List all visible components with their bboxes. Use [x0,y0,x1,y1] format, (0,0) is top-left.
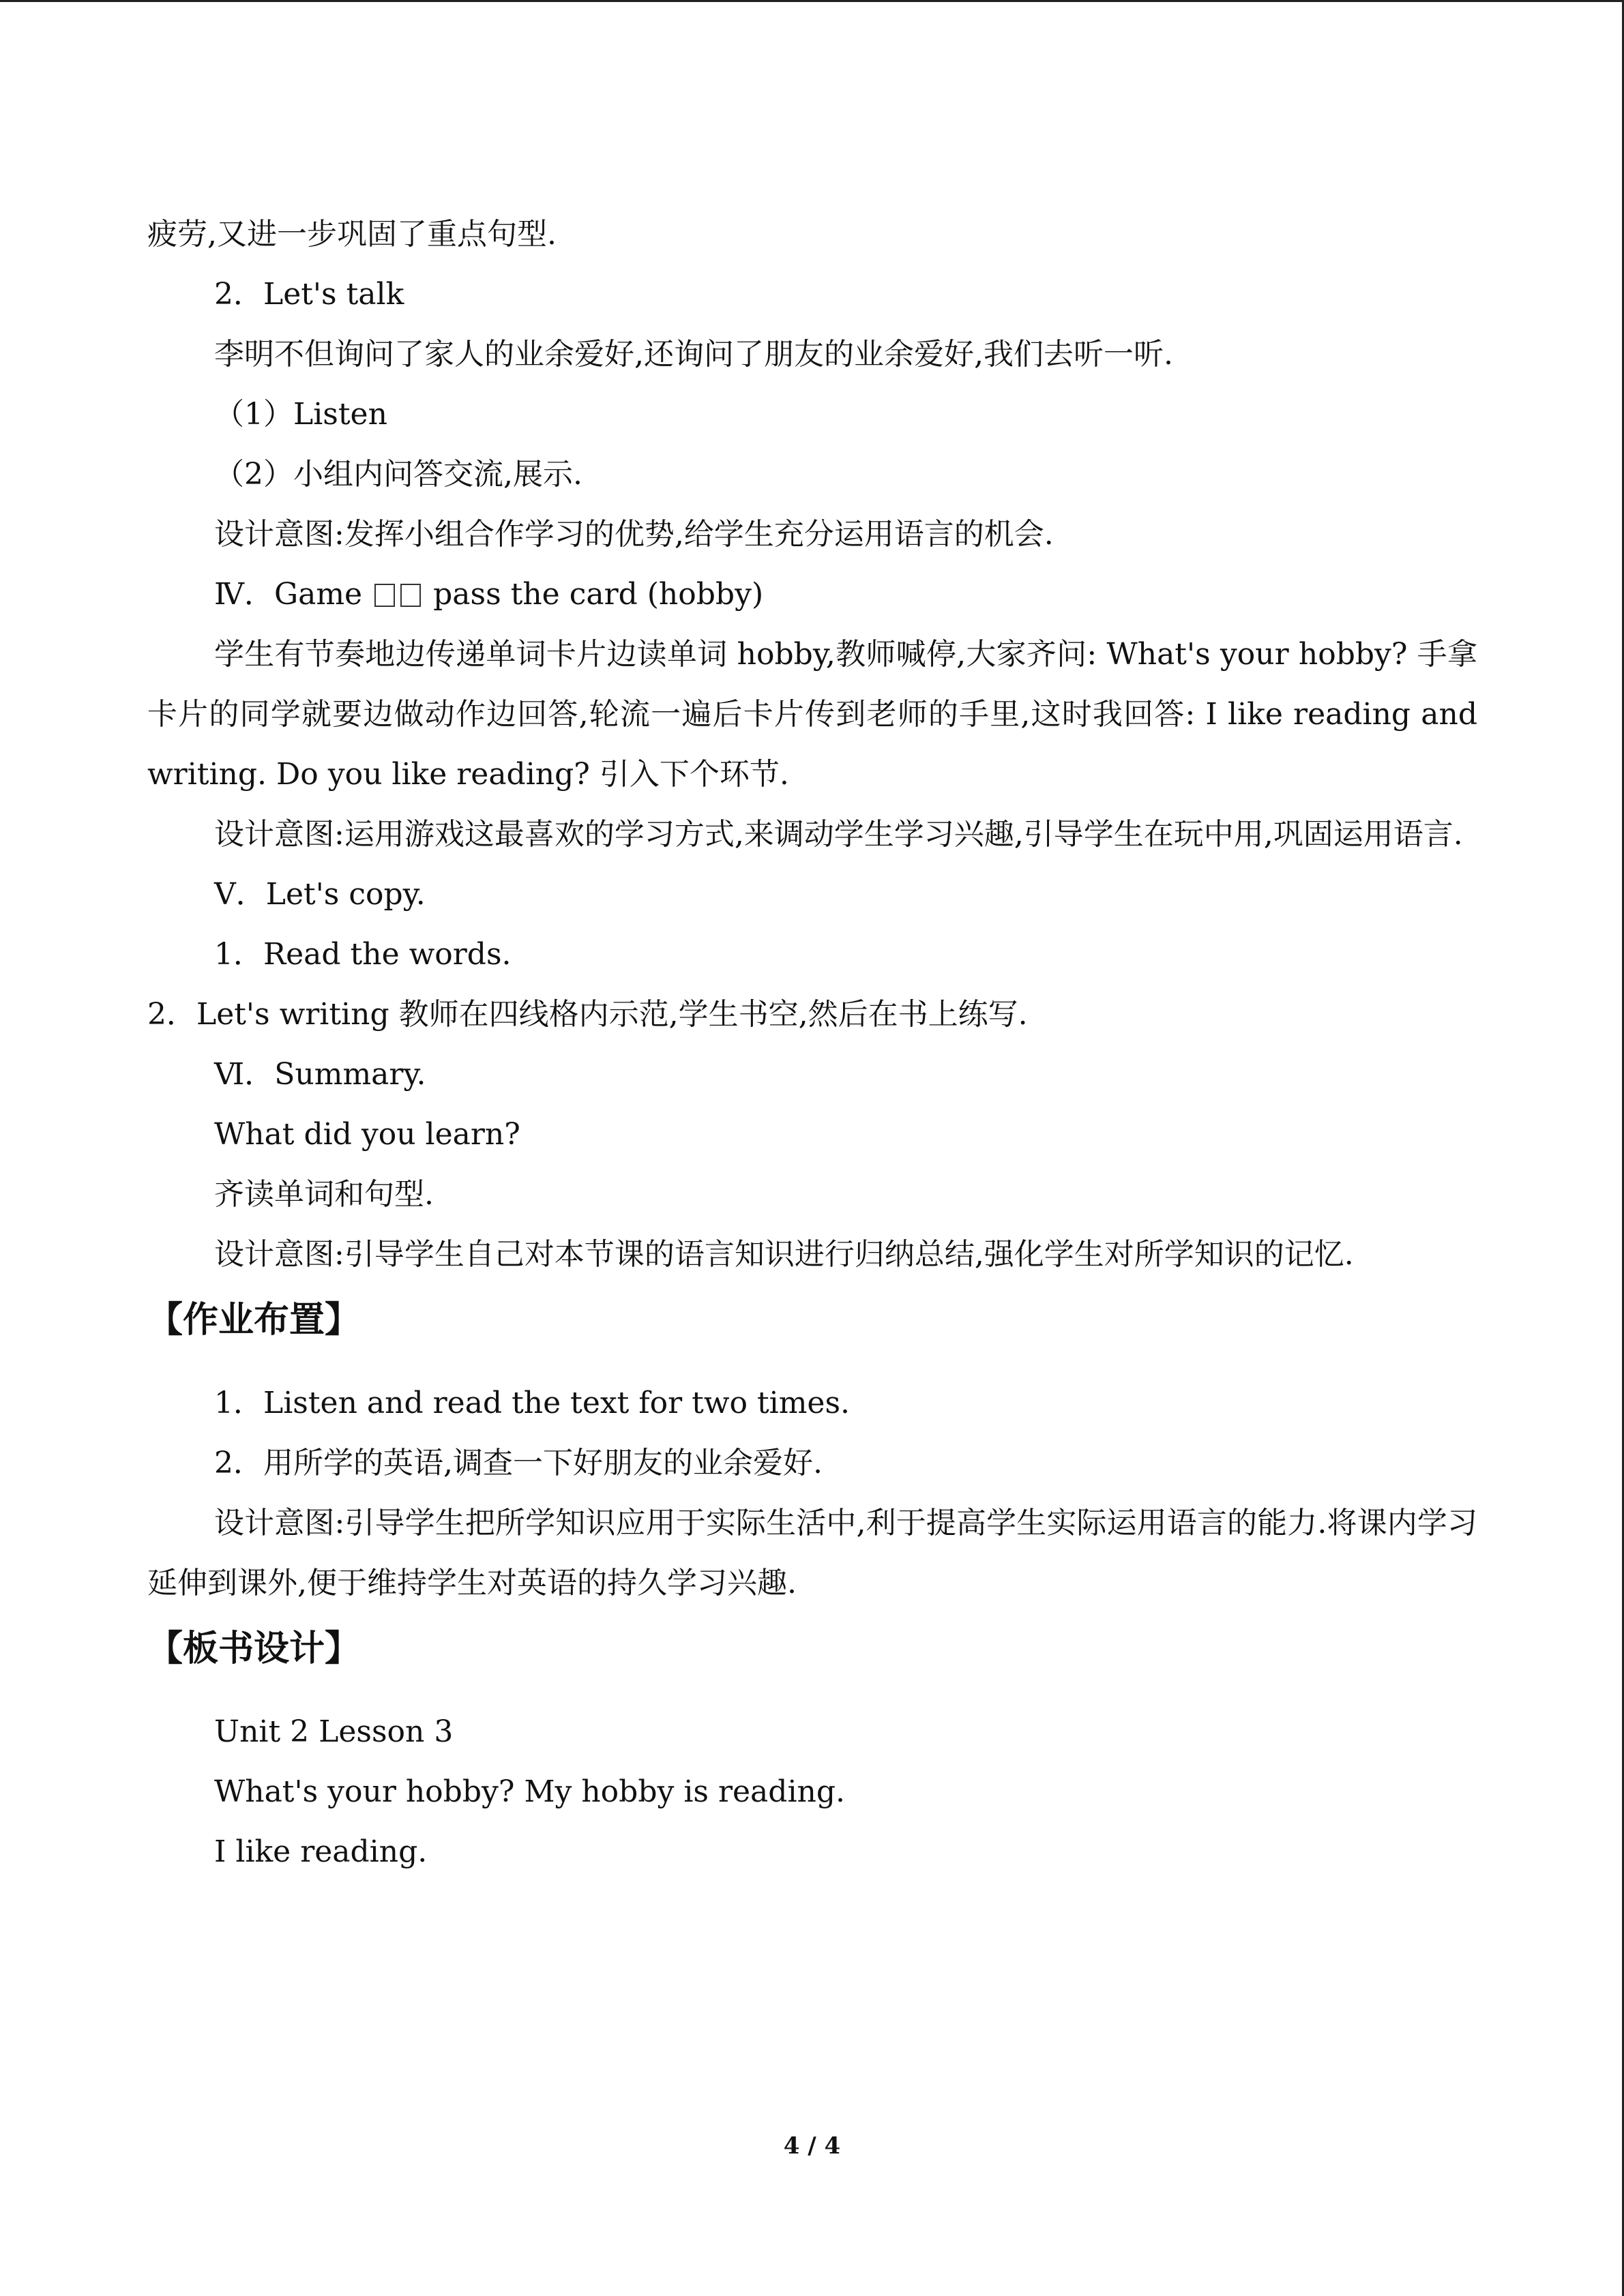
design-intent-line: 设计意图:引导学生自己对本节课的语言知识进行归纳总结,强化学生对所学知识的记忆. [214,1237,1354,1272]
text-line: What did you learn? [214,1117,520,1152]
design-intent-paragraph: 设计意图:引导学生把所学知识应用于实际生活中,利于提高学生实际运用语言的能力.将课内学习延伸到课外,便于维持学生对英语的持久学习兴趣. [147,1506,1477,1600]
text-line: （2）小组内问答交流,展示. [214,457,582,492]
section-heading-line: Ⅵ．Summary. [214,1057,426,1092]
section-game-label: Ⅳ．Game [214,577,363,612]
missing-glyph-box-icon [374,584,395,607]
homework-heading: 【作业布置】 [147,1300,361,1341]
text-line: 齐读单词和句型. [214,1177,434,1212]
text-line: （1）Listen [214,397,387,432]
missing-glyph-box-icon [400,584,421,607]
design-intent-paragraph: 设计意图:运用游戏这最喜欢的学习方式,来调动学生学习兴趣,引导学生在玩中用,巩固运用语言. [214,817,1463,852]
text-line: 疲劳,又进一步巩固了重点句型. [147,217,557,252]
board-line: What's your hobby? My hobby is reading. [214,1774,846,1809]
board-design-heading: 【板书设计】 [147,1628,361,1669]
text-line: 2．Let's writing 教师在四线格内示范,学生书空,然后在书上练写. [147,997,1028,1032]
homework-item: 2．用所学的英语,调查一下好朋友的业余爱好. [214,1446,823,1480]
section-heading-line: Ⅴ．Let's copy. [214,877,426,912]
homework-item: 1．Listen and read the text for two times. [214,1386,851,1420]
section-game-line [147,565,1477,625]
text-line: 李明不但询问了家人的业余爱好,还询问了朋友的业余爱好,我们去听一听. [214,337,1173,372]
design-intent-line: 设计意图:发挥小组合作学习的优势,给学生充分运用语言的机会. [214,517,1054,552]
paragraph: 学生有节奏地边传递单词卡片边读单词 hobby,教师喊停,大家齐问: What's your hobby? 手拿卡片的同学就要边做动作边回答,轮流一遍后卡片传到老师的手里,这时我回答: I like reading and writing. Do you like reading? 引入下个环节. [147,637,1477,792]
board-line: Unit 2 Lesson 3 [214,1714,454,1749]
board-line: I like reading. [214,1834,428,1869]
section-game-text: pass the card (hobby) [433,577,764,612]
page-number: 4 / 4 [783,2132,841,2160]
text-line: 1．Read the words. [214,937,512,972]
document-body [147,205,1477,1882]
text-line: 2．Let's talk [214,277,404,312]
